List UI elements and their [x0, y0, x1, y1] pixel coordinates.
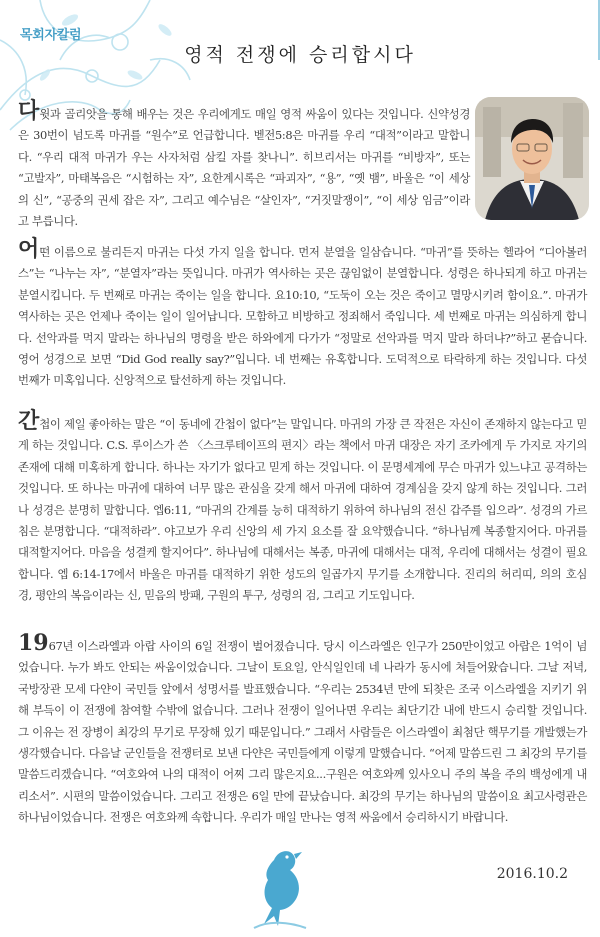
paragraph-text: 떤 이름으로 불리든지 마귀는 다섯 가지 일을 합니다. 먼저 분열을 일삼습니다. “마귀”를 뜻하는 헬라어 “디아볼러스”는 “나누는 자”, “분열자”라는 뜻입니다. 마귀가 역사하는 곳은 끊임없이 분열합니다. 성령은 하나되게 하고 마귀는 분열시킵니다. 두 번째로 마귀는 죽이는 일을 합니다. 요10:10, “도둑이 오는 것은 죽이고 멸망시키려 함이요.”. 마귀가 역사하는 곳은 언제나 죽이는 일이 일어납니다. 모함하고 비방하고 정죄해서 죽입니다. 세 번째로 마귀는 의심하게 합니다. 선악과를 먹지 말라는 하나님의 명령을 받은 하와에게 다가가 “정말로 선악과를 먹지 말라 하더냐?”하고 묻습니다. 영어 성경으로 보면 “Did God really say?”입니다. 네 번째는 유혹합니다. 도덕적으로 타락하게 하는 것입니다. 다섯 번째가 미혹입니다. 신앙적으로 탈선하게 하는 것입니다. [18, 245, 587, 388]
drop-cap: 어 [18, 236, 40, 262]
article-paragraph [18, 98, 470, 232]
author-portrait [475, 97, 589, 220]
article-paragraph [18, 408, 587, 607]
publication-date: 2016.10.2 [496, 866, 568, 882]
article-paragraph [18, 236, 587, 392]
paragraph-text: 첩이 제일 좋아하는 말은 “이 동네에 간첩이 없다”는 말입니다. 마귀의 가장 큰 작전은 자신이 존재하지 않는다고 믿게 하는 것입니다. C.S. 루이스가 쓴 〈스크루테이프의 편지〉라는 책에서 마귀 대장은 자기 조카에게 두 가지로 자기의 존재에 대해 미혹하게 합니다. 하나는 자기가 없다고 믿게 하는 것입니다. 이 문명세계에 무슨 마귀가 있느냐고 공격하는 것입니다. 또 하나는 마귀에 대하여 너무 많은 관심을 갖게 해서 마귀에 대하여 경계심을 갖지 않게 하는 것입니다. 그러나 성경은 분명히 말합니다. 엡6:11, “마귀의 간계를 능히 대적하기 위하여 하나님의 전신 갑주를 입으라”. 성경의 가르침은 분명합니다. “대적하라”. 야고보가 우리 신앙의 세 가지 요소를 잘 요약했습니다. “하나님께 복종할지어다. 마귀를 대적할지어다. 마음을 성결케 할지어다”. 하나님에 대해서는 복종, 마귀에 대해서는 대적, 우리에 대해서는 성결이 필요합니다. 엡 6:14-17에서 바울은 마귀를 대적하기 위한 성도의 일곱가지 무기를 소개합니다. 진리의 허리띠, 의의 호심경, 평안의 복음이라는 신, 믿음의 방패, 구원의 투구, 성령의 검, 그리고 기도입니다. [18, 417, 587, 603]
drop-cap: 다 [18, 98, 40, 124]
paragraph-text: 윗과 골리앗을 통해 배우는 것은 우리에게도 매일 영적 싸움이 있다는 것입니다. 신약성경은 30번이 넘도록 마귀를 “원수”로 언급합니다. 벧전5:8은 마귀를 우리 “대적”이라고 말합니다. “우리 대적 마귀가 우는 사자처럼 삼킬 자를 찾나니”. 히브리서는 마귀를 “비방자”, 또는 “고발자”, 마태복음은 “시험하는 자”, 요한계시록은 “파괴자”, “용”, “옛 뱀”, 바울은 “이 세상의 신”, “공중의 권세 잡은 자”, 그리고 예수님은 “살인자”, “거짓말쟁이”, “이 세상 임금”이라고 부릅니다. [18, 107, 470, 229]
bird-icon [244, 840, 324, 930]
article-paragraph [18, 630, 587, 829]
drop-cap: 간 [18, 408, 40, 434]
drop-cap: 19 [18, 630, 49, 656]
page-title: 영적 전쟁에 승리합시다 [184, 44, 416, 66]
paragraph-text: 67년 이스라엘과 아랍 사이의 6일 전쟁이 벌어졌습니다. 당시 이스라엘은 인구가 250만이었고 아랍은 1억이 넘었습니다. 누가 봐도 안되는 싸움이었습니다. 그날이 토요일, 안식일인데 네 나라가 동시에 쳐들어왔습니다. 그날 저녁, 국방장관 모세 다얀이 국민들 앞에서 성명서를 발표했습니다. “우리는 2534년 만에 되찾은 조국 이스라엘을 지키기 위해 부득이 이 전쟁에 참여할 수밖에 없습니다. 그러나 전쟁이 일어나면 우리는 최단기간 내에 반드시 승리할 것입니다. 그 이유는 전 장병이 최강의 무기로 무장해 있기 때문입니다.” 그래서 사람들은 이스라엘이 최첨단 핵무기를 개발했는가 생각했습니다. 다음날 군인들을 전쟁터로 보낸 다얀은 국민들에게 이렇게 말했습니다. “어제 말씀드린 그 최강의 무기를 말씀드리겠습니다. “여호와여 나의 대적이 어찌 그리 많은지요...구원은 여호와께 있사오니 주의 복을 주의 백성에게 내리소서”. 시편의 말씀이었습니다. 그리고 전쟁은 6일 만에 끝났습니다. 최강의 무기는 하나님의 말씀이요 최고사령관은 하나님이었습니다. 전쟁은 여호와께 속합니다. 우리가 매일 만나는 영적 싸움에서 승리하시기 바랍니다. [18, 639, 587, 825]
section-label: 목회자칼럼 [20, 28, 82, 43]
